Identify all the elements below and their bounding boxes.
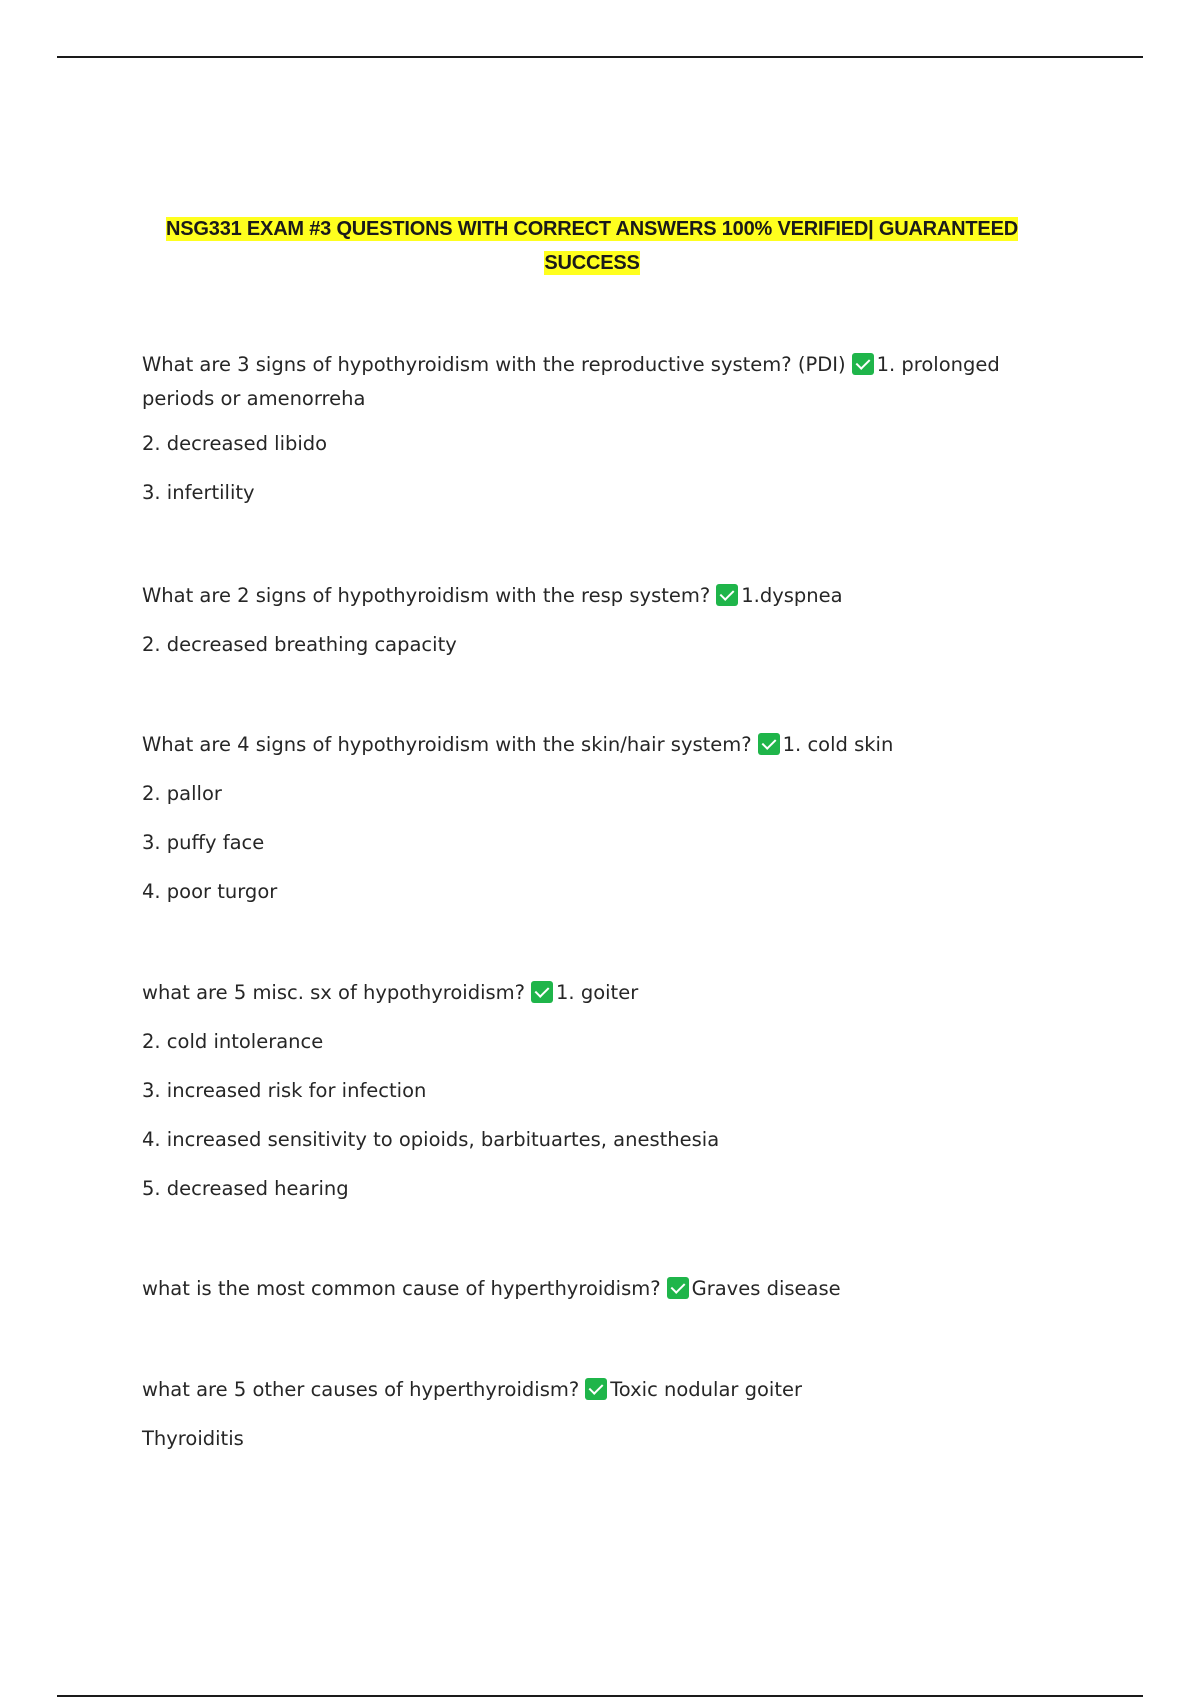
qa-item: [142, 1272, 1042, 1321]
question-text: What are 4 signs of hypothyroidism with the skin/hair system?: [142, 733, 752, 756]
question-line: [142, 1272, 1042, 1306]
question-line: [142, 976, 1042, 1010]
check-box-icon: [758, 733, 780, 755]
check-box-icon: [585, 1378, 607, 1400]
document-title: [142, 212, 1042, 280]
qa-item: [142, 1373, 1042, 1471]
title-line-2: SUCCESS: [544, 252, 640, 274]
qa-item: [142, 728, 1042, 924]
qa-item: [142, 579, 1042, 677]
answer-line: 3. puffy face: [142, 831, 265, 854]
check-box-icon: [667, 1277, 689, 1299]
qa-item: [142, 976, 1042, 1221]
answer-text: 1.dyspnea: [741, 584, 843, 607]
answer-line: 4. increased sensitivity to opioids, barbituartes, anesthesia: [142, 1128, 720, 1151]
question-text: What are 3 signs of hypothyroidism with the reproductive system? (PDI): [142, 353, 846, 376]
question-text: what are 5 misc. sx of hypothyroidism?: [142, 981, 526, 1004]
question-line: [142, 348, 1042, 416]
check-box-icon: [531, 981, 553, 1003]
answer-line: 2. pallor: [142, 782, 222, 805]
check-box-icon: [716, 584, 738, 606]
question-text: what are 5 other causes of hyperthyroidism?: [142, 1378, 580, 1401]
check-box-icon: [852, 353, 874, 375]
answer-line: 2. decreased breathing capacity: [142, 633, 457, 656]
answer-line: 2. decreased libido: [142, 432, 328, 455]
answer-continuation: periods or amenorreha: [142, 387, 366, 410]
answer-text: 1. prolonged: [876, 353, 1000, 376]
question-text: what is the most common cause of hyperthyroidism?: [142, 1277, 661, 1300]
question-line: [142, 579, 1042, 613]
answer-text: 1. goiter: [556, 981, 639, 1004]
footer-rule: [57, 1695, 1143, 1697]
answer-line: 3. infertility: [142, 481, 255, 504]
header-rule: [57, 56, 1143, 58]
answer-text: 1. cold skin: [782, 733, 894, 756]
question-text: What are 2 signs of hypothyroidism with the resp system?: [142, 584, 711, 607]
answer-line: 3. increased risk for infection: [142, 1079, 427, 1102]
answer-line: 2. cold intolerance: [142, 1030, 324, 1053]
answer-text: Toxic nodular goiter: [610, 1378, 803, 1401]
qa-item: [142, 348, 1042, 525]
answer-line: 4. poor turgor: [142, 880, 278, 903]
answer-line: Thyroiditis: [142, 1427, 244, 1450]
answer-text: Graves disease: [691, 1277, 841, 1300]
question-line: [142, 1373, 1042, 1407]
question-line: [142, 728, 1042, 762]
answer-line: 5. decreased hearing: [142, 1177, 349, 1200]
title-line-1: NSG331 EXAM #3 QUESTIONS WITH CORRECT ANSWERS 100% VERIFIED| GUARANTEED: [166, 218, 1018, 240]
